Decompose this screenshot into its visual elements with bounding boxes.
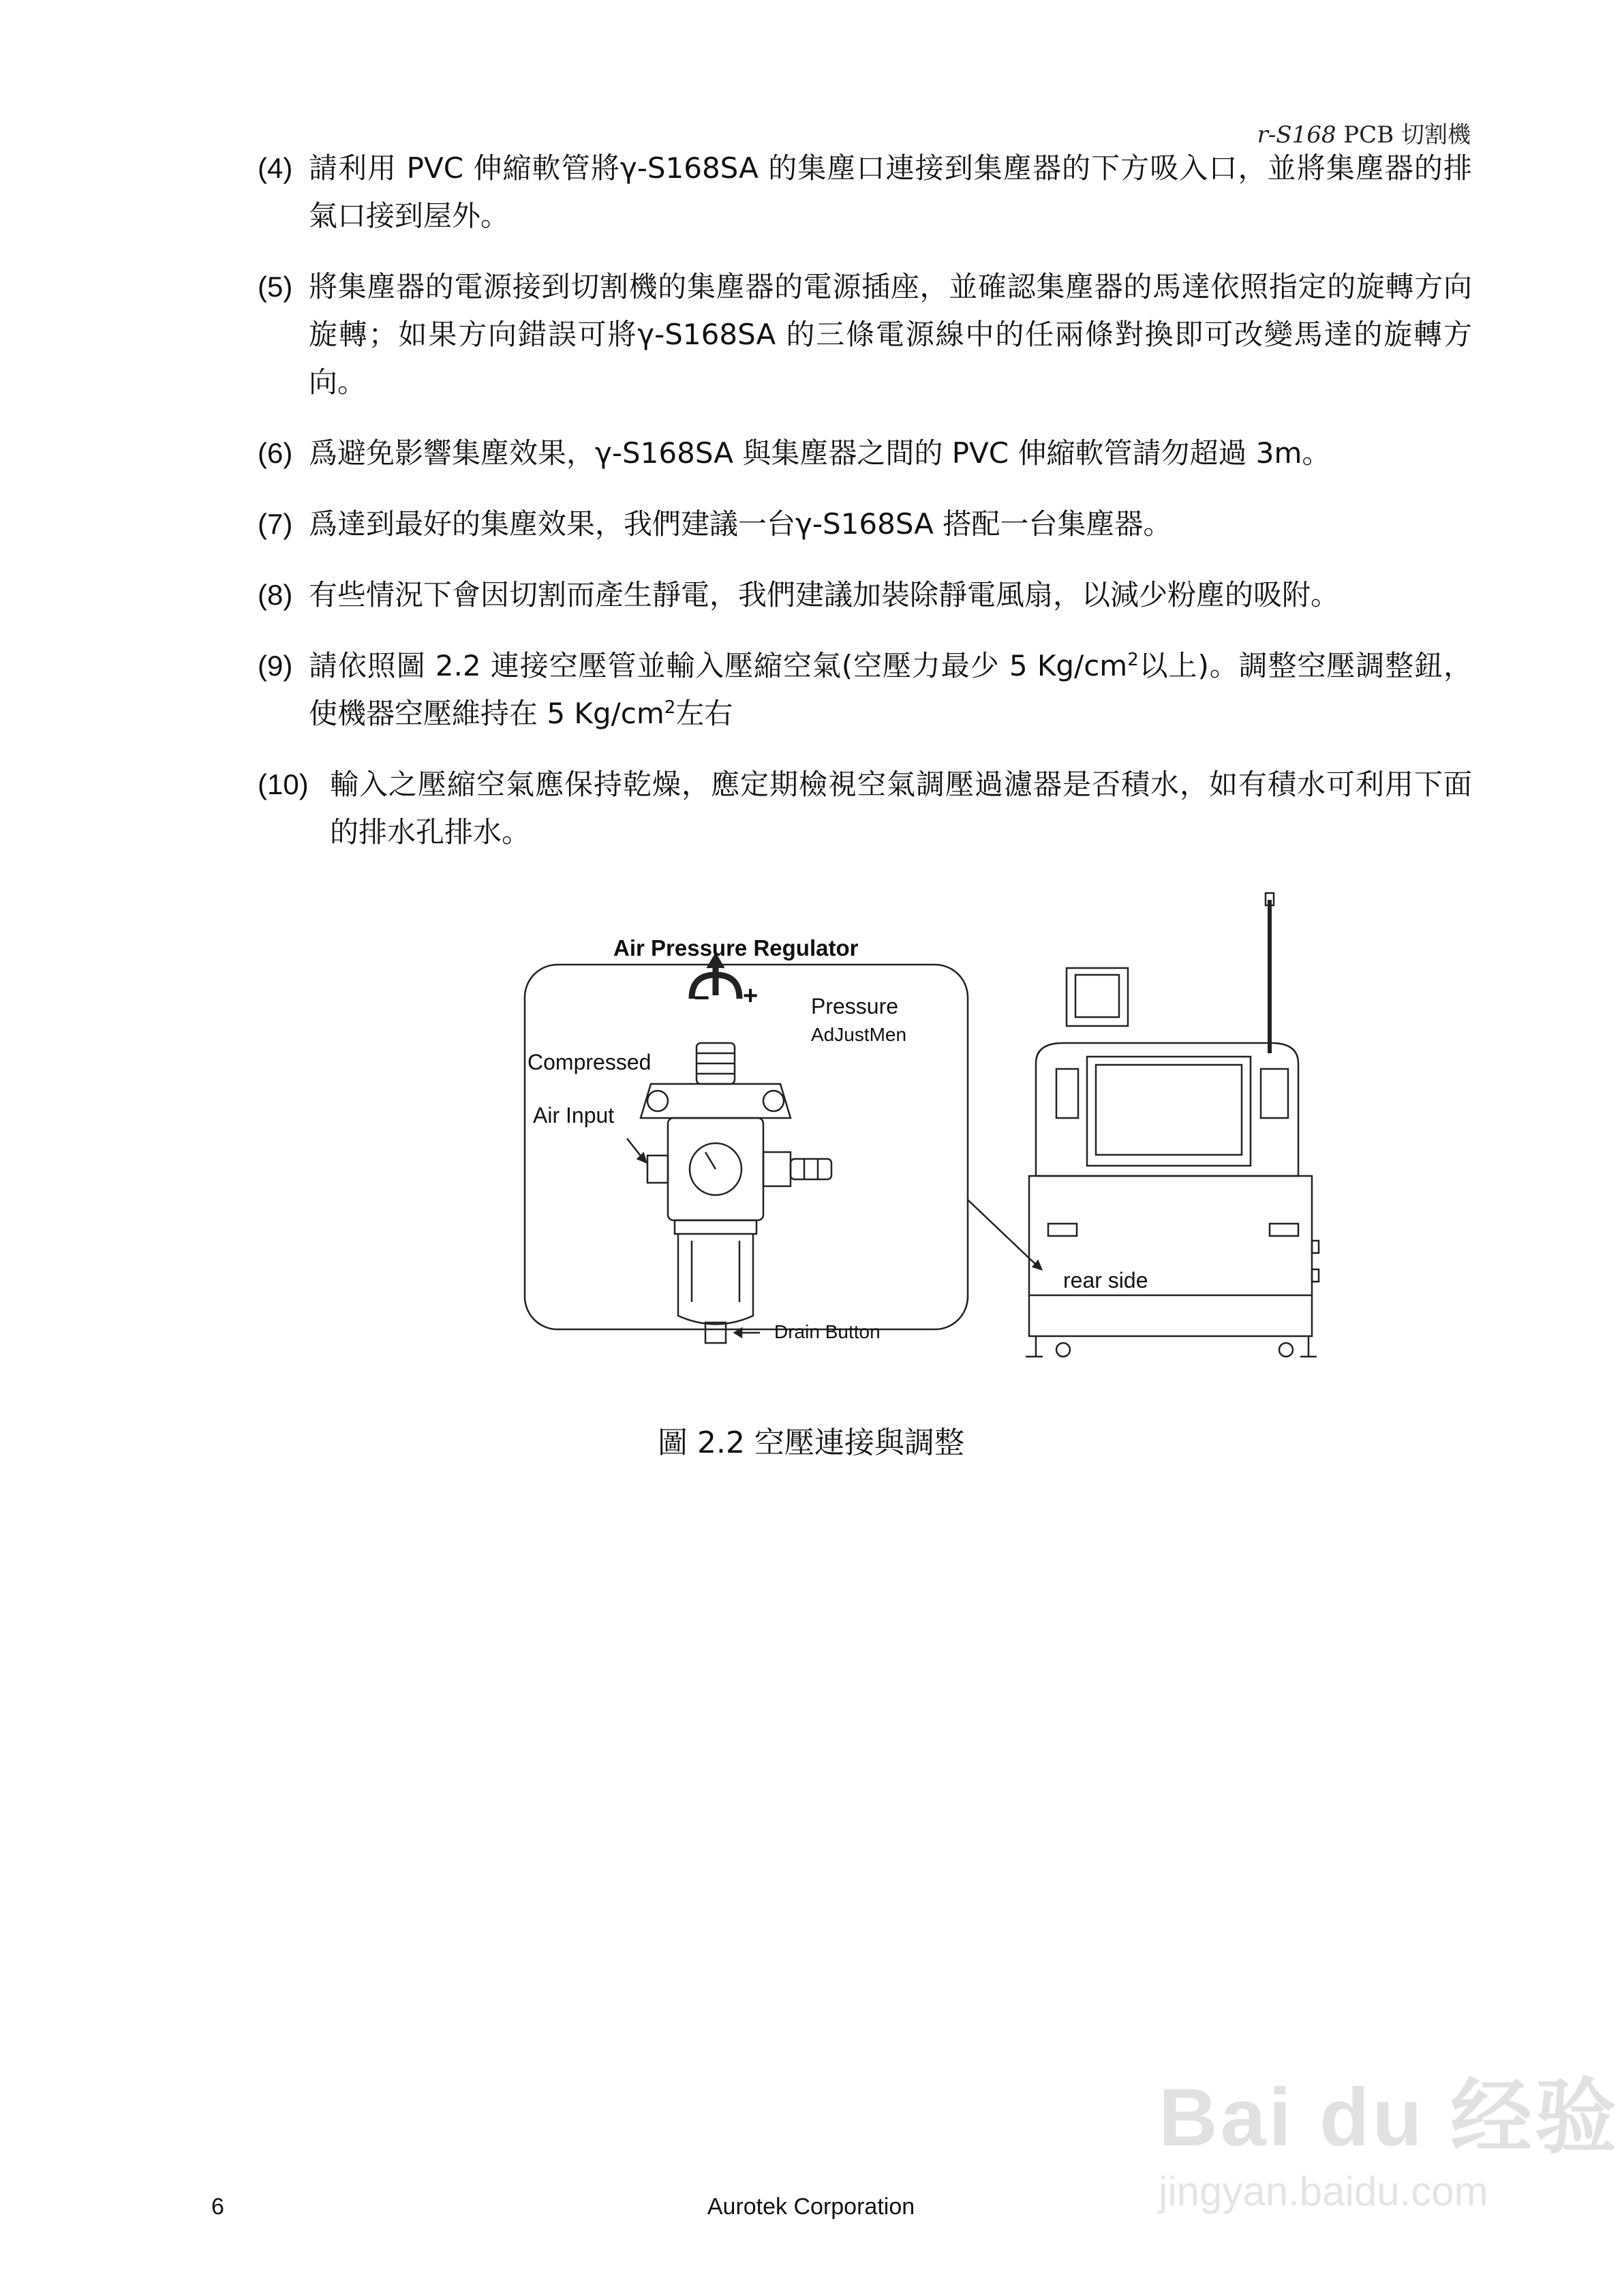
list-item — [258, 571, 1472, 619]
list-item — [258, 145, 1472, 240]
item-number: (10) — [258, 768, 309, 800]
header-product: r-S168 — [1257, 121, 1336, 149]
adjust-label: AdJustMen — [811, 1024, 907, 1045]
item-text: 輸入之壓縮空氣應保持乾燥，應定期檢視空氣調壓過濾器是否積水，如有積水可利用下面的排水孔排水。 — [330, 768, 1472, 849]
item-text-part: 請依照圖 2.2 連接空壓管並輸入壓縮空氣(空壓力最少 5 Kg/cm — [309, 649, 1128, 682]
item-number: (4) — [258, 152, 293, 184]
footer-company: Aurotek Corporation — [707, 2194, 915, 2220]
item-text: 有些情況下會因切割而產生靜電，我們建議加裝除靜電風扇，以減少粉塵的吸附。 — [309, 578, 1340, 611]
figure-title: Air Pressure Regulator — [613, 935, 859, 961]
item-text — [309, 642, 1472, 738]
machine-top — [1036, 1043, 1298, 1176]
watermark-logo: Bai du 经验 — [1159, 2072, 1620, 2163]
figure-caption: 圖 2.2 空壓連接與調整 — [658, 1425, 964, 1460]
air-input-label: Air Input — [533, 1103, 615, 1128]
list-item — [258, 263, 1472, 406]
machine-base — [1029, 1176, 1312, 1336]
item-text: 爲避免影響集塵效果，γ-S168SA 與集塵器之間的 PVC 伸縮軟管請勿超過 3m。 — [309, 436, 1331, 470]
item-text-part: 以上)。調整空壓調整鈕，使機器空壓維持在 5 Kg/cm — [309, 649, 1472, 730]
compressed-label: Compressed — [527, 1050, 652, 1074]
filter-bowl — [678, 1234, 753, 1325]
watermark-url: jingyan.baidu.com — [1159, 2169, 1488, 2214]
regulator-panel — [525, 965, 968, 1329]
item-number: (5) — [258, 271, 293, 303]
item-number: (6) — [258, 437, 293, 469]
drain-label: Drain Button — [774, 1321, 881, 1342]
list-item — [258, 761, 1472, 856]
item-number: (8) — [258, 579, 293, 611]
figure-air-connection — [518, 879, 1404, 1411]
plus-sign: + — [743, 982, 759, 1010]
list-item — [258, 429, 1472, 477]
header-suffix: PCB 切割機 — [1336, 121, 1471, 149]
minus-sign: − — [694, 983, 710, 1013]
item-number: (9) — [258, 650, 293, 682]
superscript: 2 — [1127, 650, 1139, 670]
machine-window — [1087, 1057, 1251, 1166]
pressure-label: Pressure — [811, 994, 899, 1018]
item-text: 請利用 PVC 伸縮軟管將γ-S168SA 的集塵口連接到集塵器的下方吸入口，並將集塵器的排氣口接到屋外。 — [309, 151, 1472, 232]
item-text: 將集塵器的電源接到切割機的集塵器的電源插座，並確認集塵器的馬達依照指定的旋轉方向旋轉；如果方向錯誤可將γ-S168SA 的三條電源線中的任兩條對換即可改變馬達的旋轉方向。 — [309, 270, 1472, 399]
item-number: (7) — [258, 508, 293, 540]
instruction-list — [258, 145, 1472, 879]
list-item — [258, 500, 1472, 548]
drain-button — [705, 1323, 726, 1343]
item-text-part: 左右 — [675, 697, 733, 730]
page-number: 6 — [211, 2194, 224, 2220]
item-text: 爲達到最好的集塵效果，我們建議一台γ-S168SA 搭配一台集塵器。 — [309, 507, 1172, 541]
superscript: 2 — [664, 697, 676, 718]
list-item — [258, 642, 1472, 738]
rear-side-label: rear side — [1063, 1268, 1148, 1293]
